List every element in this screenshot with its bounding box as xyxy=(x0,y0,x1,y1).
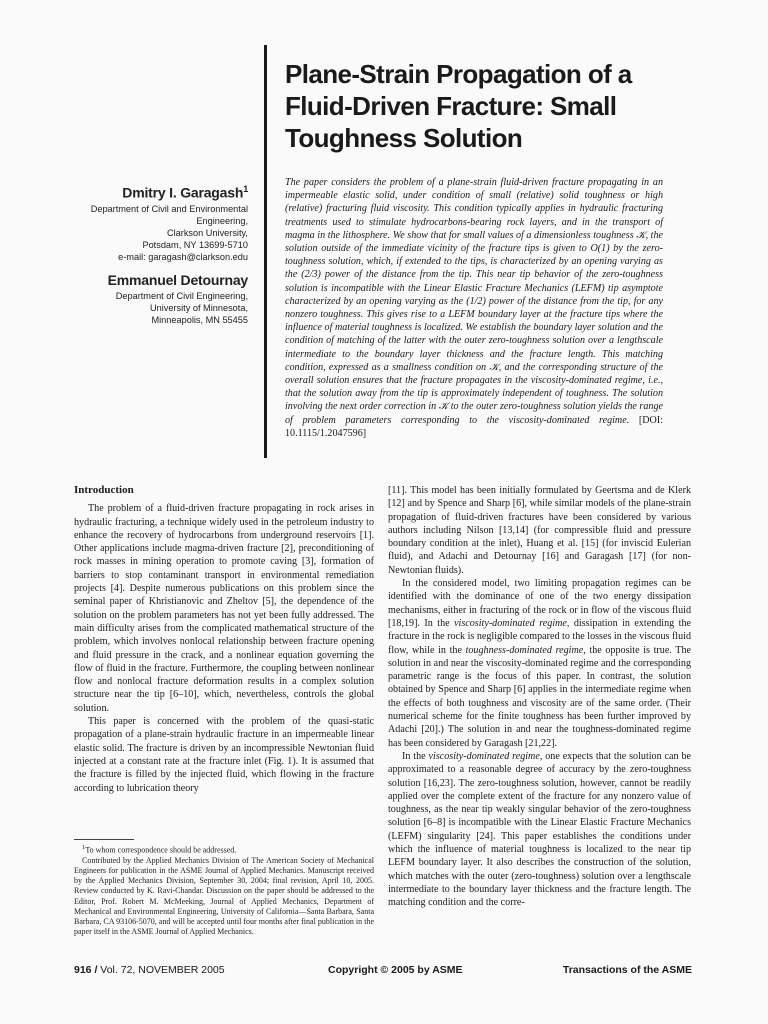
author-email: e-mail: garagash@clarkson.edu xyxy=(118,251,248,262)
affiliation-line: Department of Civil and Environmental xyxy=(90,203,248,214)
footnote-paragraph: Contributed by the Applied Mechanics Division of The American Society of Mechanical Engineers for publication in the ASME Journal of Applied Mechanics. Manuscript received by the Applied Mechanics Division, September 30, 2004; final revision, April 10, 2005. Review conducted by K. Ravi-Chandar. Discussion on the paper should be addressed to the Editor, Prof. Robert M. McMeeking, Journal of Applied Mechanics, Department of Mechanical and Environmental Engineering, University of California—Santa Barbara, Santa Barbara, CA 93106-5070, and will be accepted until four months after final publication in the paper itself in the ASME Journal of Applied Mechanics. xyxy=(74,855,374,937)
author-name: Emmanuel Detournay xyxy=(107,271,248,288)
footnote-line xyxy=(74,843,374,856)
page-number: 916 xyxy=(74,964,92,976)
footnote-rule xyxy=(74,839,134,840)
body-column-left xyxy=(74,484,374,795)
affiliation-line: Engineering, xyxy=(196,215,248,226)
footnote-marker: 1 xyxy=(243,184,248,194)
title-line: Fluid-Driven Fracture: Small xyxy=(285,91,617,121)
text-run: , the opposite is true. The solution in and near the viscosity-dominated regime and the corresponding parametric range is the focus of this paper. In contrast, the solution obtained by Spence and Sharp [6] applies in the intermediate regime when the effects of both toughness and viscosity are of the same order. (Their numerical scheme for the finite toughness has been further improved by Adachi [20].) The solution in and near the toughness-dominated regime has been considered by Garagash [21,22]. xyxy=(388,644,691,749)
footnote xyxy=(74,839,374,937)
affiliation-line: Potsdam, NY 13699-5710 xyxy=(142,239,248,250)
emphasis: viscosity-dominated regime xyxy=(454,617,567,629)
text-run: In the xyxy=(402,750,429,762)
affiliation-line: Minneapolis, MN 55455 xyxy=(151,314,248,325)
paragraph xyxy=(388,577,691,750)
abstract-text: The paper considers the problem of a plane-strain fluid-driven fracture propagating in an impermeable elastic solid, under condition of small (relative) solid toughness or high (relative) fracturing fluid viscosity. This condition typically applies in hydraulic fracturing treatments used to stimulate hydrocarbons-bearing rock layers, and in the transport of magma in the lithosphere. We show that for small values of a dimensionless toughness 𝒦, the solution outside of the immediate vicinity of the fracture tips is given to O(1) by the zero-toughness solution, which, if extended to the tips, is characterized by an opening varying as the (2/3) power of the distance from the tip. This near tip behavior of the zero-toughness solution is incompatible with the Linear Elastic Fracture Mechanics (LEFM) tip asymptote characterized by an opening varying as the (1/2) power of the distance from the tip, for any nonzero toughness. This gives rise to a LEFM boundary layer at the fracture tips where the influence of material toughness is localized. We establish the boundary layer solution and the condition of matching of the latter with the outer zero-toughness solution over a lengthscale intermediate to the boundary layer thickness and the fracture length. This matching condition, expressed as a smallness condition on 𝒦, and the corresponding structure of the overall solution ensures that the fracture propagates in the viscosity-dominated regime, i.e., that the solution away from the tip is approximately independent of toughness. The solution involving the next order correction in 𝒦 to the outer zero-toughness solution yields the range of problem parameters corresponding to the viscosity-dominated regime. xyxy=(285,177,663,426)
paragraph: The problem of a fluid-driven fracture propagating in rock arises in hydraulic fracturing, a technique widely used in the petroleum industry to enhance the recovery of hydrocarbons from underground reservoirs [1]. Other applications include magma-driven fracture [2], preconditioning of rock masses in mining operation to promote caving [3], formation of barriers to stop contaminant transport in environmental remediation projects [4]. Despite numerous publications on this problem since the seminal paper of Khristianovic and Zheltov [5], the dependence of the solution on the problem parameters has not yet been fully addressed. The main difficulty arises from the complicated mathematical structure of the problem, which involves nonlocal relationship between fracture opening and fluid pressure in the crack, and a nonlinear equation governing the flow of fluid in the fracture. Furthermore, the coupling between nonlinear flow and nonlocal fracture deformation results in a complex solution structure near the tip [6–10], which, nevertheless, controls the global solution. xyxy=(74,503,374,714)
author-1 xyxy=(40,180,248,263)
paper-title xyxy=(285,58,745,154)
title-rule xyxy=(264,45,267,458)
affiliation-line: Clarkson University, xyxy=(166,227,248,238)
text-run: In the considered model, two limiting propagation regimes can be identified with the dominance of one of the two energy dissipation mechanisms, either in fracturing of the rock or in flow of the viscous fluid [18,19]. In the xyxy=(388,578,691,629)
footer-left xyxy=(74,964,225,976)
footnote-text: To whom correspondence should be addressed. xyxy=(85,845,237,855)
page-footer xyxy=(74,964,692,978)
title-line: Toughness Solution xyxy=(285,123,523,153)
author-2 xyxy=(40,271,248,326)
body-column-right xyxy=(388,484,691,910)
emphasis: toughness-dominated regime xyxy=(465,644,584,656)
paragraph xyxy=(388,750,691,910)
emphasis: viscosity-dominated regime xyxy=(428,750,540,762)
paragraph: This paper is concerned with the problem of the quasi-static propagation of a plane-strain hydraulic fracture in an impermeable linear elastic solid. The fracture is driven by an incompressible Newtonian fluid injected at a constant rate at the fracture inlet (Fig. 1). It is assumed that the fracture is filled by the injected fluid, which flowing in the fracture according to lubrication theory xyxy=(74,716,374,794)
journal-name: Transactions of the ASME xyxy=(562,964,692,976)
author-name-text: Dmitry I. Garagash xyxy=(122,184,244,201)
author-name xyxy=(40,180,248,203)
footer-separator: / xyxy=(94,964,98,976)
doi: [DOI: 10.1115/1.2047596] xyxy=(285,414,663,439)
copyright: Copyright © 2005 by ASME xyxy=(328,964,463,976)
footnote-marker: 1 xyxy=(82,844,86,851)
section-title: Introduction xyxy=(74,484,134,496)
text-run: , one expects that the solution can be approximated to a reasonable degree of accuracy by the zero-toughness solution [16,23]. The zero-toughness solution, however, cannot be readily applied over the complete extent of the fracture for any nonzero value of toughness, as the near tip weakly singular behavior of the zero-toughness solution [6–8] is incompatible with the Linear Elastic Fracture Mechanics (LEFM) singularity [24]. This paper establishes the conditions under which the influence of material toughness is localized to the near tip LEFM boundary layer. It also describes the construction of the solution, which matches with the outer (zero-toughness) solution over a lengthscale intermediate to the boundary layer thickness and the fracture length. The matching condition and the corre- xyxy=(388,750,691,909)
paragraph: [11]. This model has been initially formulated by Geertsma and de Klerk [12] and by Spence and Sharp [6], while similar models of the plane-strain propagation of fluid-driven fractures have been considered by various authors including Nilson [13,14] (for compressible fluid and pressure boundary condition at the inlet), Huang et al. [15] (for inviscid Eulerian fluid), and Adachi and Detournay [16] and Garagash [17] (for non-Newtonian fluids). xyxy=(388,485,691,576)
title-line: Plane-Strain Propagation of a xyxy=(285,59,632,89)
affiliation-line: University of Minnesota, xyxy=(149,302,248,313)
text-run: , dissipation in extending the fracture in the rock is negligible compared to the losses in the viscous fluid flow, while in the xyxy=(388,617,692,656)
affiliation-line: Department of Civil Engineering, xyxy=(115,290,248,301)
volume-info: Vol. 72, NOVEMBER 2005 xyxy=(100,964,225,976)
abstract xyxy=(285,176,663,440)
author-block xyxy=(40,180,248,326)
